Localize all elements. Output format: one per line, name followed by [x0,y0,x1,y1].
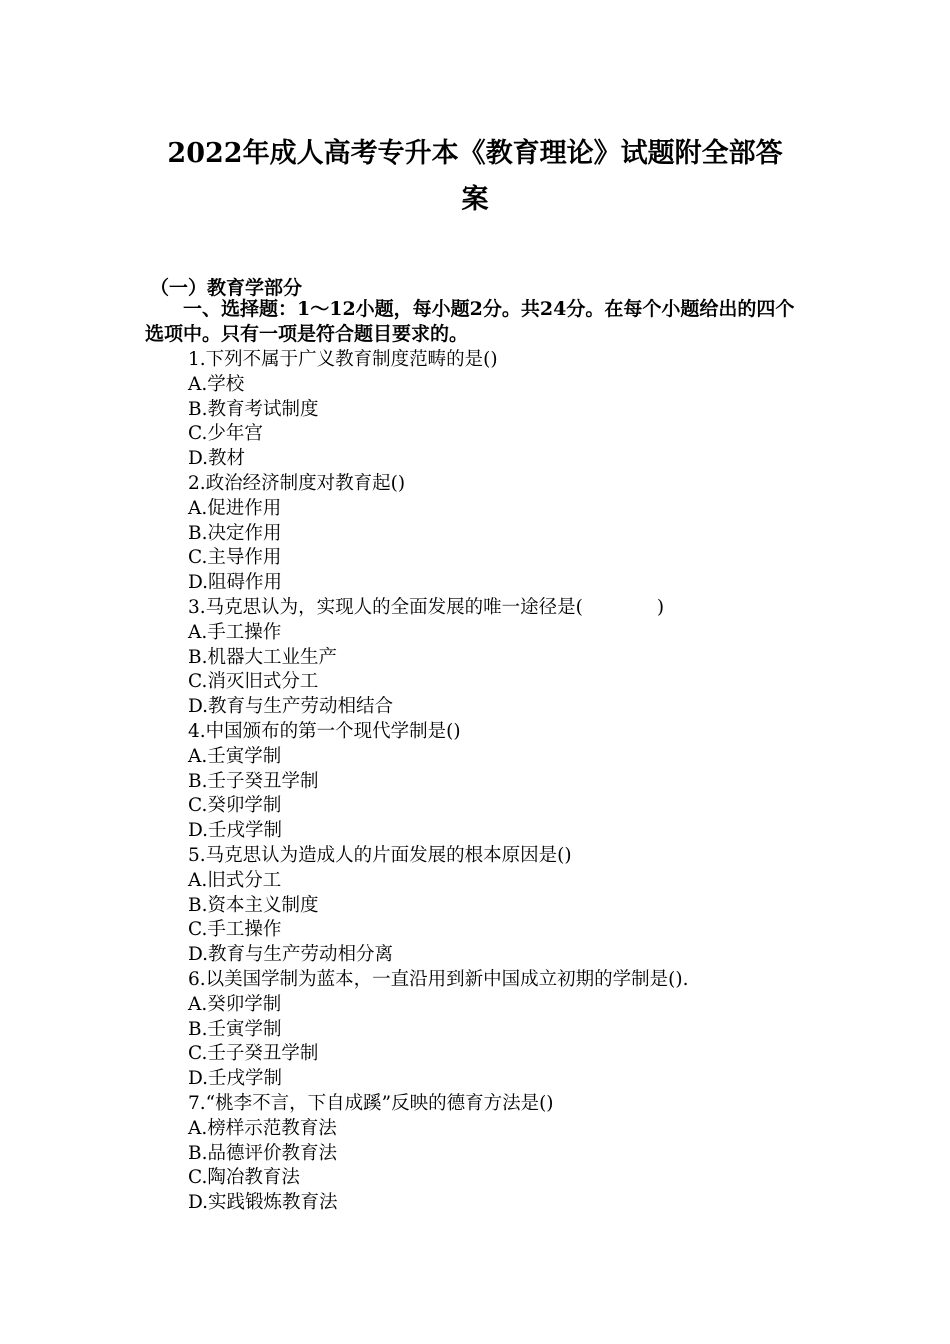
option-line: C.消灭旧式分工 [188,671,319,693]
option-line: A.癸卯学制 [188,993,282,1015]
option-line: D.教育与生产劳动相分离 [188,944,394,966]
option-line: A.壬寅学制 [188,745,282,767]
question-line: 6.以美国学制为蓝本，一直沿用到新中国成立初期的学制是(). [188,968,689,990]
option-line: A.学校 [188,373,245,395]
option-line: B.品德评价教育法 [188,1142,337,1164]
option-line: B.决定作用 [188,522,282,544]
option-line: C.癸卯学制 [188,795,282,817]
option-line: A.促进作用 [188,497,282,519]
option-line: D.教材 [188,448,246,470]
option-line: A.手工操作 [188,621,282,643]
question-line: 3.马克思认为，实现人的全面发展的唯一途径是( ) [188,596,665,618]
option-line: C.陶冶教育法 [188,1167,300,1189]
question-line: 7.“桃李不言，下自成蹊”反映的德育方法是() [188,1092,554,1114]
option-line: D.实践锻炼教育法 [188,1192,338,1214]
option-line: A.榜样示范教育法 [188,1117,337,1139]
option-line: A.旧式分工 [188,869,282,891]
option-line: B.壬子癸丑学制 [188,770,319,792]
question-list [188,348,828,1216]
question-line: 5.马克思认为造成人的片面发展的根本原因是() [188,844,572,866]
option-line: C.少年宫 [188,423,263,445]
section-heading: （一）教育学部分 [150,277,303,299]
option-line: D.阻碍作用 [188,572,283,594]
document-title-line-1: 2022年成人高考专升本《教育理论》试题附全部答 [167,138,783,169]
option-line: D.壬戌学制 [188,820,283,842]
document-title-line-2: 案 [461,184,489,215]
question-line: 2.政治经济制度对教育起() [188,472,406,494]
option-line: C.壬子癸丑学制 [188,1043,319,1065]
option-line: B.资本主义制度 [188,894,319,916]
option-line: B.机器大工业生产 [188,646,337,668]
question-line: 4.中国颁布的第一个现代学制是() [188,720,461,742]
option-line: C.手工操作 [188,919,282,941]
option-line: D.教育与生产劳动相结合 [188,696,394,718]
question-line: 1.下列不属于广义教育制度范畴的是() [188,349,498,370]
instructions-paragraph: 一、选择题：1～12小题，每小题2分。共24分。在每个小题给出的四个选项中。只有一项是符合题目要求的。 [145,298,795,345]
option-line: D.壬戌学制 [188,1068,283,1090]
option-line: B.壬寅学制 [188,1018,282,1040]
option-line: C.主导作用 [188,547,282,569]
option-line: B.教育考试制度 [188,398,319,420]
